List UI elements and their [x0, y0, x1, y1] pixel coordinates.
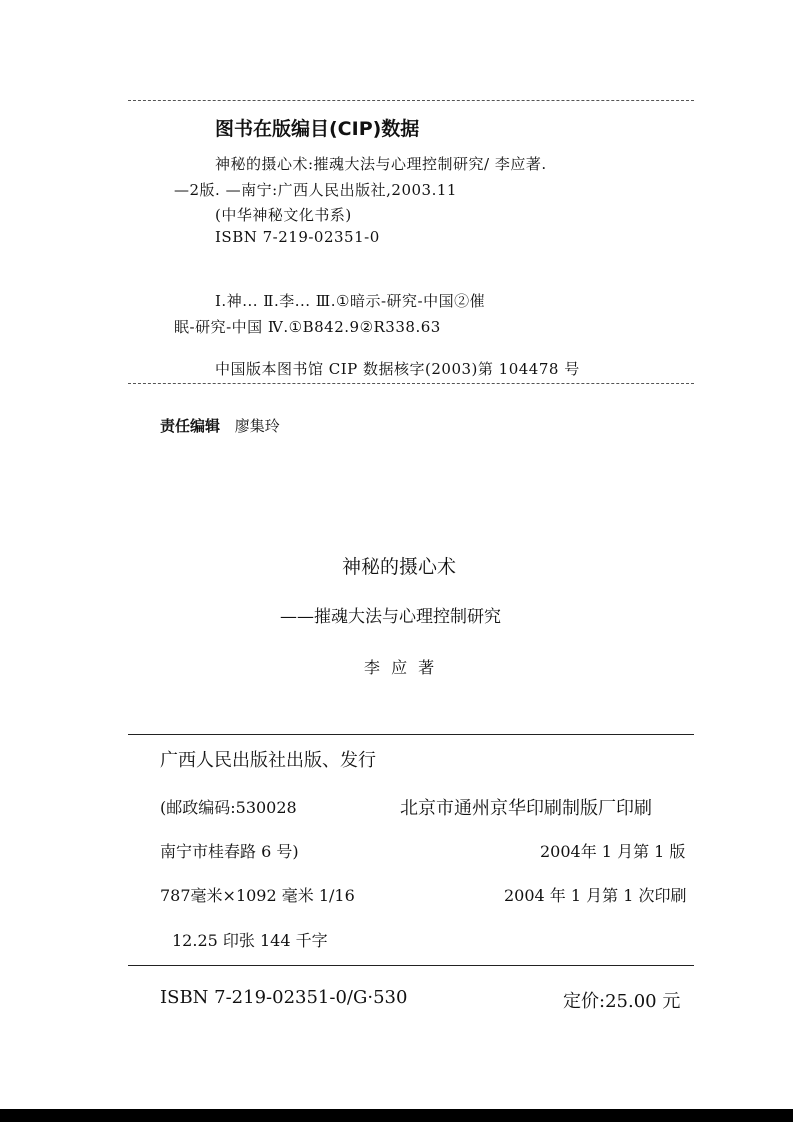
publisher-line: 广西人民出版社出版、发行 — [160, 750, 376, 771]
book-author: 李 应 著 — [364, 658, 438, 677]
format-line: 787毫米×1092 毫米 1/16 — [160, 886, 355, 905]
cip-subject-line: 眠-研究-中国 Ⅳ.①B842.9②R338.63 — [174, 318, 441, 336]
printer-line: 北京市通州京华印刷制版厂印刷 — [400, 798, 652, 819]
edition-line: 2004年 1 月第 1 版 — [540, 842, 686, 861]
price-line: 定价:25.00 元 — [563, 991, 681, 1012]
editor-label: 责任编辑 — [160, 417, 221, 435]
postal-code: (邮政编码:530028 — [160, 798, 297, 817]
sheets-line: 12.25 印张 144 千字 — [172, 931, 328, 950]
editor-name: 廖集玲 — [234, 417, 280, 435]
cip-core-data: 中国版本图书馆 CIP 数据核字(2003)第 104478 号 — [215, 360, 580, 378]
publisher-address: 南宁市桂春路 6 号) — [160, 842, 299, 861]
cip-isbn: ISBN 7-219-02351-0 — [215, 228, 380, 246]
printing-line: 2004 年 1 月第 1 次印刷 — [504, 886, 687, 905]
responsible-editor — [160, 415, 280, 436]
scan-edge-bar — [0, 1109, 793, 1122]
cip-bottom-rule — [128, 383, 694, 384]
cip-subject-line: Ⅰ.神... Ⅱ.李... Ⅲ.①暗示-研究-中国②催 — [215, 292, 486, 310]
colophon-bottom-rule — [128, 965, 694, 966]
cip-line: 神秘的摄心术:摧魂大法与心理控制研究/ 李应著. — [215, 155, 547, 173]
cip-top-rule — [128, 100, 694, 101]
book-title: 神秘的摄心术 — [342, 556, 457, 578]
cip-line: (中华神秘文化书系) — [215, 206, 352, 224]
book-subtitle: ——摧魂大法与心理控制研究 — [280, 607, 501, 627]
isbn-line: ISBN 7-219-02351-0/G·530 — [160, 987, 408, 1008]
colophon-top-rule — [128, 734, 694, 735]
cip-heading: 图书在版编目(CIP)数据 — [215, 118, 420, 140]
cip-line: —2版. —南宁:广西人民出版社,2003.11 — [174, 181, 457, 199]
